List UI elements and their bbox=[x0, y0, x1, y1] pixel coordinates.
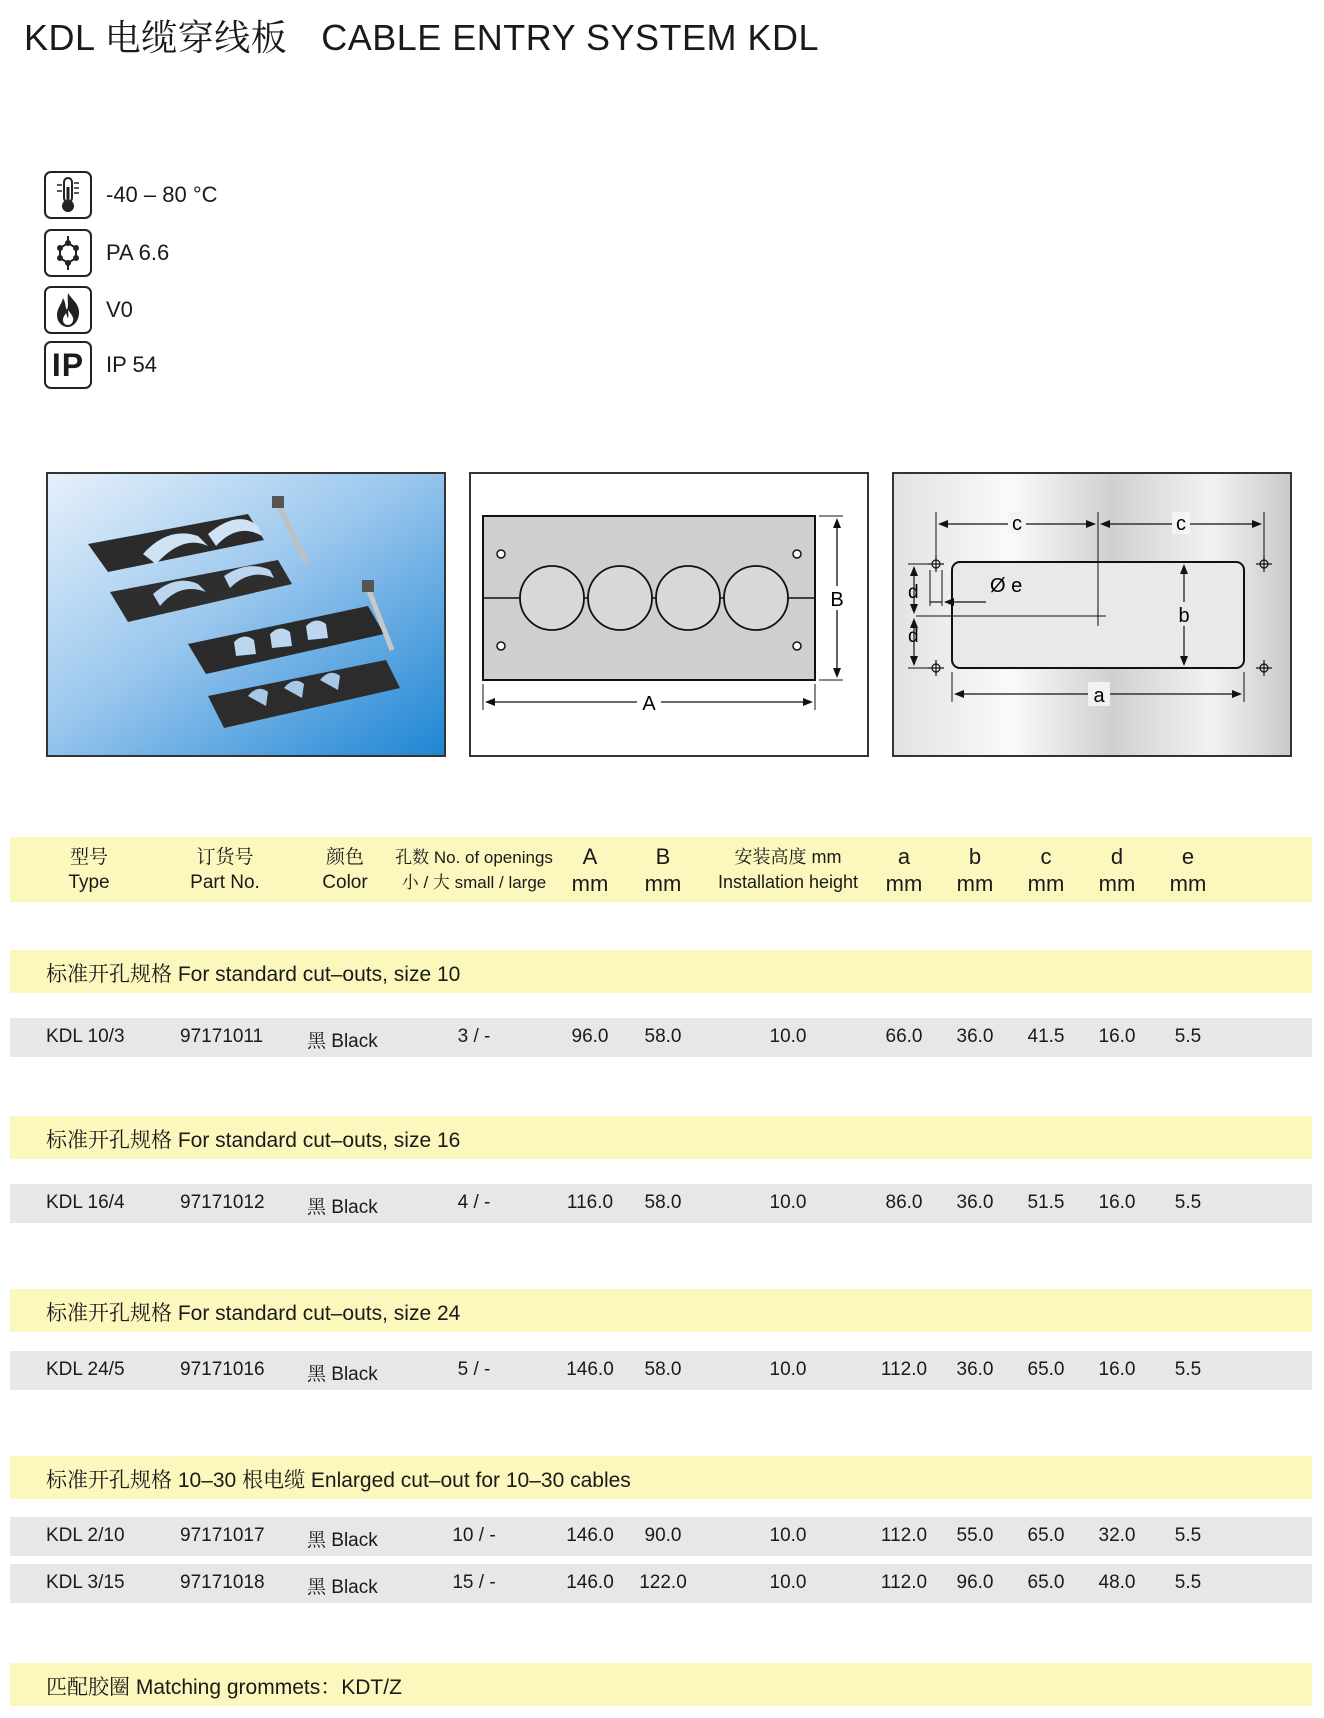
header-type: 型号 Type bbox=[68, 847, 110, 893]
cell-part-no: 97171017 bbox=[180, 1525, 265, 1546]
cell-type: KDL 2/10 bbox=[46, 1525, 125, 1546]
front-view-drawing bbox=[469, 472, 869, 757]
title-en: CABLE ENTRY SYSTEM KDL bbox=[321, 17, 820, 58]
cell-a: 86.0 bbox=[885, 1192, 923, 1213]
cell-openings: 3 / - bbox=[457, 1026, 491, 1047]
cell-e: 5.5 bbox=[1174, 1359, 1202, 1380]
cell-b: 55.0 bbox=[956, 1525, 994, 1546]
cell-openings: 4 / - bbox=[457, 1192, 491, 1213]
cell-installation-height: 10.0 bbox=[769, 1572, 807, 1593]
cell-e: 5.5 bbox=[1174, 1192, 1202, 1213]
cell-c: 51.5 bbox=[1027, 1192, 1065, 1213]
cell-a: 112.0 bbox=[880, 1359, 928, 1380]
spec-temperature-text: -40 – 80 °C bbox=[106, 182, 218, 207]
cell-a: 66.0 bbox=[885, 1026, 923, 1047]
cell-installation-height: 10.0 bbox=[769, 1359, 807, 1380]
cell-b: 36.0 bbox=[956, 1192, 994, 1213]
mount-hole bbox=[497, 642, 505, 650]
header-A: A mm bbox=[571, 844, 609, 896]
header-installation-height: 安装高度 mm Installation height bbox=[717, 847, 859, 892]
ip-icon-label: IP bbox=[51, 347, 85, 383]
cell-c: 65.0 bbox=[1027, 1359, 1065, 1380]
cell-color: 黑 Black bbox=[307, 1364, 378, 1385]
cell-d: 16.0 bbox=[1098, 1026, 1136, 1047]
spec-material bbox=[44, 226, 169, 280]
dim-e-label: Ø e bbox=[990, 575, 1023, 597]
header-color: 颜色 Color bbox=[322, 847, 368, 893]
cell-installation-height: 10.0 bbox=[769, 1192, 807, 1213]
dim-c-right-label: c bbox=[1176, 513, 1186, 535]
cell-A: 146.0 bbox=[566, 1572, 614, 1593]
matching-grommets-label: 匹配胶圈 Matching grommets：KDT/Z bbox=[46, 1676, 402, 1699]
spec-temperature bbox=[44, 168, 218, 222]
cell-A: 116.0 bbox=[566, 1192, 614, 1213]
spec-flammability bbox=[44, 283, 133, 337]
cell-e: 5.5 bbox=[1174, 1572, 1202, 1593]
cell-B: 58.0 bbox=[644, 1192, 682, 1213]
cell-openings: 10 / - bbox=[452, 1525, 496, 1546]
dim-c-left-label: c bbox=[1012, 513, 1022, 535]
section-label: 标准开孔规格 For standard cut–outs, size 16 bbox=[46, 1129, 461, 1152]
header-b: b mm bbox=[956, 844, 994, 896]
cell-a: 112.0 bbox=[880, 1525, 928, 1546]
cutout-drawing bbox=[892, 472, 1292, 757]
cell-type: KDL 3/15 bbox=[46, 1572, 125, 1593]
section-label: 标准开孔规格 For standard cut–outs, size 24 bbox=[46, 1302, 461, 1325]
spec-flammability-text: V0 bbox=[106, 297, 133, 322]
cell-c: 41.5 bbox=[1027, 1026, 1065, 1047]
cell-openings: 5 / - bbox=[457, 1359, 491, 1380]
cell-B: 122.0 bbox=[639, 1572, 687, 1593]
cell-A: 146.0 bbox=[566, 1359, 614, 1380]
header-c: c mm bbox=[1027, 844, 1065, 896]
mount-hole bbox=[793, 550, 801, 558]
cell-d: 16.0 bbox=[1098, 1359, 1136, 1380]
cell-d: 16.0 bbox=[1098, 1192, 1136, 1213]
header-e: e mm bbox=[1169, 844, 1207, 896]
cell-d: 48.0 bbox=[1098, 1572, 1136, 1593]
section-label: 标准开孔规格 10–30 根电缆 Enlarged cut–out for 10–30 cables bbox=[46, 1469, 631, 1492]
header-d: d mm bbox=[1098, 844, 1136, 896]
header-openings: 孔数 No. of openings 小 / 大 small / large bbox=[395, 848, 553, 892]
cell-color: 黑 Black bbox=[307, 1197, 378, 1218]
flame-icon bbox=[44, 286, 92, 334]
cell-B: 58.0 bbox=[644, 1359, 682, 1380]
cell-part-no: 97171016 bbox=[180, 1359, 265, 1380]
thermometer-icon bbox=[44, 171, 92, 219]
cell-b: 36.0 bbox=[956, 1026, 994, 1047]
cell-a: 112.0 bbox=[880, 1572, 928, 1593]
header-B: B mm bbox=[644, 844, 682, 896]
cell-color: 黑 Black bbox=[307, 1530, 378, 1551]
spec-protection bbox=[44, 338, 157, 392]
mount-hole bbox=[497, 550, 505, 558]
cable-opening bbox=[724, 566, 788, 630]
spec-material-text: PA 6.6 bbox=[106, 240, 170, 265]
spec-protection-text: IP 54 bbox=[106, 352, 157, 377]
cell-type: KDL 10/3 bbox=[46, 1026, 125, 1047]
dim-d-upper-label: d bbox=[908, 582, 919, 603]
mount-hole bbox=[793, 642, 801, 650]
header-a: a mm bbox=[885, 844, 923, 896]
cell-A: 146.0 bbox=[566, 1525, 614, 1546]
cell-color: 黑 Black bbox=[307, 1031, 378, 1052]
page-title bbox=[24, 10, 819, 61]
cell-type: KDL 24/5 bbox=[46, 1359, 125, 1380]
cable-opening bbox=[520, 566, 584, 630]
cell-openings: 15 / - bbox=[452, 1572, 496, 1593]
cell-part-no: 97171012 bbox=[180, 1192, 265, 1213]
product-photo bbox=[46, 472, 446, 757]
title-cn: KDL 电缆穿线板 bbox=[24, 17, 288, 58]
cell-part-no: 97171018 bbox=[180, 1572, 265, 1593]
cable-opening bbox=[588, 566, 652, 630]
section-label: 标准开孔规格 For standard cut–outs, size 10 bbox=[46, 963, 461, 986]
cell-type: KDL 16/4 bbox=[46, 1192, 125, 1213]
cell-c: 65.0 bbox=[1027, 1572, 1065, 1593]
cell-part-no: 97171011 bbox=[180, 1026, 264, 1047]
cell-b: 36.0 bbox=[956, 1359, 994, 1380]
cell-d: 32.0 bbox=[1098, 1525, 1136, 1546]
cell-B: 90.0 bbox=[644, 1525, 682, 1546]
cell-A: 96.0 bbox=[571, 1026, 609, 1047]
cell-color: 黑 Black bbox=[307, 1577, 378, 1598]
cell-installation-height: 10.0 bbox=[769, 1026, 807, 1047]
cell-e: 5.5 bbox=[1174, 1026, 1202, 1047]
cell-b: 96.0 bbox=[956, 1572, 994, 1593]
cell-B: 58.0 bbox=[644, 1026, 682, 1047]
dim-a-label: a bbox=[1093, 685, 1105, 707]
cell-e: 5.5 bbox=[1174, 1525, 1202, 1546]
molecule-icon bbox=[44, 229, 92, 277]
cable-opening bbox=[656, 566, 720, 630]
ip-icon bbox=[44, 341, 92, 389]
dim-b-label: b bbox=[1178, 605, 1190, 627]
dim-d-lower-label: d bbox=[908, 626, 919, 647]
dim-A-label: A bbox=[642, 693, 656, 715]
cell-c: 65.0 bbox=[1027, 1525, 1065, 1546]
dim-B-label: B bbox=[830, 589, 844, 611]
header-part-no: 订货号 Part No. bbox=[190, 847, 260, 893]
cell-installation-height: 10.0 bbox=[769, 1525, 807, 1546]
